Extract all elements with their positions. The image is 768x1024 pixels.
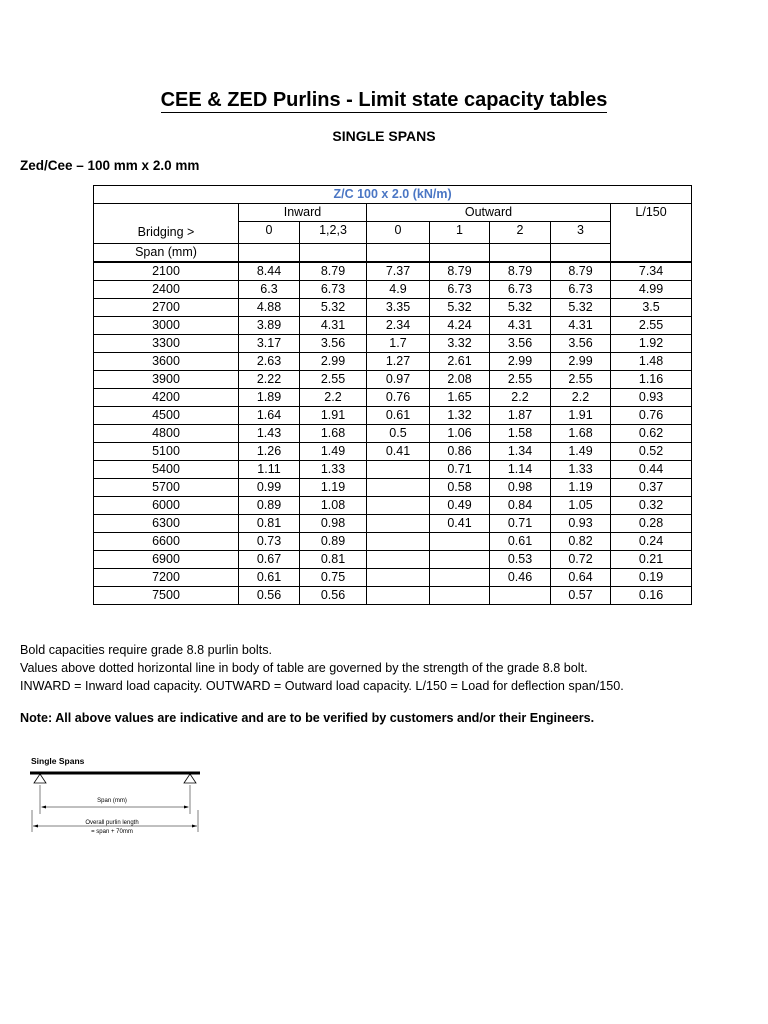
capacity-cell: 0.53 xyxy=(490,551,551,569)
capacity-cell: 1.87 xyxy=(490,407,551,425)
capacity-cell: 0.32 xyxy=(611,497,692,515)
table-row xyxy=(94,407,692,425)
outward-col-2: 2 xyxy=(490,222,551,244)
span-cell: 2100 xyxy=(94,262,239,281)
capacity-cell: 2.2 xyxy=(300,389,367,407)
capacity-cell: 4.31 xyxy=(490,317,551,335)
capacity-cell: 1.7 xyxy=(367,335,430,353)
capacity-cell: 6.73 xyxy=(430,281,490,299)
capacity-cell: 8.79 xyxy=(551,262,611,281)
capacity-cell: 3.32 xyxy=(430,335,490,353)
span-cell: 5100 xyxy=(94,443,239,461)
capacity-cell: 1.49 xyxy=(300,443,367,461)
capacity-cell: 0.44 xyxy=(611,461,692,479)
left-support-icon xyxy=(34,774,46,783)
capacity-cell: 2.2 xyxy=(490,389,551,407)
capacity-cell: 3.89 xyxy=(239,317,300,335)
capacity-cell: 2.55 xyxy=(300,371,367,389)
capacity-cell xyxy=(430,587,490,605)
capacity-cell xyxy=(367,551,430,569)
capacity-cell: 0.56 xyxy=(300,587,367,605)
table-row xyxy=(94,533,692,551)
capacity-cell: 8.79 xyxy=(490,262,551,281)
capacity-cell: 0.58 xyxy=(430,479,490,497)
capacity-cell: 1.19 xyxy=(551,479,611,497)
right-support-icon xyxy=(184,774,196,783)
span-cell: 6300 xyxy=(94,515,239,533)
capacity-cell: 2.63 xyxy=(239,353,300,371)
capacity-cell: 0.89 xyxy=(239,497,300,515)
capacity-cell: 0.97 xyxy=(367,371,430,389)
capacity-cell: 0.75 xyxy=(300,569,367,587)
capacity-table xyxy=(93,185,692,605)
capacity-cell: 0.71 xyxy=(430,461,490,479)
capacity-cell: 5.32 xyxy=(551,299,611,317)
table-row xyxy=(94,569,692,587)
outward-col-3: 3 xyxy=(551,222,611,244)
span-cell: 3000 xyxy=(94,317,239,335)
capacity-cell: 0.57 xyxy=(551,587,611,605)
capacity-cell: 0.84 xyxy=(490,497,551,515)
span-cell: 2700 xyxy=(94,299,239,317)
capacity-cell: 2.55 xyxy=(611,317,692,335)
capacity-cell: 2.08 xyxy=(430,371,490,389)
capacity-cell: 7.37 xyxy=(367,262,430,281)
capacity-cell: 4.31 xyxy=(300,317,367,335)
inward-header: Inward xyxy=(239,204,367,222)
capacity-cell: 0.37 xyxy=(611,479,692,497)
span-dimension-label: Span (mm) xyxy=(97,798,127,804)
capacity-cell: 1.49 xyxy=(551,443,611,461)
span-cell: 3300 xyxy=(94,335,239,353)
capacity-cell: 0.86 xyxy=(430,443,490,461)
span-cell: 6600 xyxy=(94,533,239,551)
capacity-cell: 0.72 xyxy=(551,551,611,569)
capacity-cell: 0.76 xyxy=(367,389,430,407)
capacity-cell: 1.64 xyxy=(239,407,300,425)
capacity-cell: 1.91 xyxy=(551,407,611,425)
capacity-cell xyxy=(367,569,430,587)
capacity-cell: 3.56 xyxy=(551,335,611,353)
capacity-cell: 3.17 xyxy=(239,335,300,353)
capacity-cell: 2.99 xyxy=(551,353,611,371)
capacity-cell: 5.32 xyxy=(300,299,367,317)
table-row xyxy=(94,425,692,443)
capacity-cell: 1.11 xyxy=(239,461,300,479)
page-title: CEE & ZED Purlins - Limit state capacity tables xyxy=(160,89,608,111)
deflection-header: L/150 xyxy=(611,204,692,263)
capacity-cell: 2.55 xyxy=(551,371,611,389)
capacity-cell: 3.56 xyxy=(490,335,551,353)
table-row xyxy=(94,479,692,497)
note-line: Values above dotted horizontal line in body of table are governed by the strength of the grade 8.8 bolt. xyxy=(20,661,588,675)
capacity-cell: 0.19 xyxy=(611,569,692,587)
capacity-cell: 2.99 xyxy=(300,353,367,371)
capacity-cell: 0.28 xyxy=(611,515,692,533)
page-subtitle: SINGLE SPANS xyxy=(332,128,436,144)
capacity-cell: 0.76 xyxy=(611,407,692,425)
capacity-cell: 7.34 xyxy=(611,262,692,281)
capacity-cell: 0.81 xyxy=(239,515,300,533)
outward-header: Outward xyxy=(367,204,611,222)
capacity-cell xyxy=(430,551,490,569)
capacity-cell: 6.3 xyxy=(239,281,300,299)
table-row xyxy=(94,317,692,335)
table-row xyxy=(94,587,692,605)
capacity-cell: 3.56 xyxy=(300,335,367,353)
capacity-cell: 0.16 xyxy=(611,587,692,605)
capacity-cell: 2.99 xyxy=(490,353,551,371)
capacity-cell: 0.46 xyxy=(490,569,551,587)
table-row xyxy=(94,335,692,353)
capacity-cell: 0.62 xyxy=(611,425,692,443)
capacity-cell: 2.61 xyxy=(430,353,490,371)
diagram-heading: Single Spans xyxy=(31,756,85,766)
capacity-cell: 1.16 xyxy=(611,371,692,389)
single-span-diagram xyxy=(28,752,218,842)
capacity-cell: 1.26 xyxy=(239,443,300,461)
capacity-cell xyxy=(490,587,551,605)
table-row xyxy=(94,262,692,281)
capacity-cell xyxy=(430,533,490,551)
capacity-cell: 1.48 xyxy=(611,353,692,371)
capacity-cell: 2.22 xyxy=(239,371,300,389)
capacity-cell: 0.81 xyxy=(300,551,367,569)
span-cell: 2400 xyxy=(94,281,239,299)
capacity-cell: 4.99 xyxy=(611,281,692,299)
capacity-cell: 5.32 xyxy=(490,299,551,317)
capacity-cell: 1.06 xyxy=(430,425,490,443)
capacity-cell: 2.55 xyxy=(490,371,551,389)
capacity-cell: 0.52 xyxy=(611,443,692,461)
table-row xyxy=(94,515,692,533)
capacity-cell: 4.31 xyxy=(551,317,611,335)
capacity-cell: 1.32 xyxy=(430,407,490,425)
capacity-cell: 1.27 xyxy=(367,353,430,371)
capacity-cell: 0.61 xyxy=(367,407,430,425)
capacity-cell: 4.24 xyxy=(430,317,490,335)
capacity-cell xyxy=(367,479,430,497)
capacity-cell: 0.61 xyxy=(490,533,551,551)
capacity-cell: 1.58 xyxy=(490,425,551,443)
capacity-cell: 1.34 xyxy=(490,443,551,461)
capacity-cell: 0.98 xyxy=(490,479,551,497)
note-line: Bold capacities require grade 8.8 purlin bolts. xyxy=(20,643,273,657)
capacity-cell: 1.05 xyxy=(551,497,611,515)
table-row xyxy=(94,551,692,569)
capacity-cell: 3.5 xyxy=(611,299,692,317)
table-row xyxy=(94,281,692,299)
span-label: Span (mm) xyxy=(94,244,239,263)
table-row xyxy=(94,497,692,515)
capacity-cell: 6.73 xyxy=(300,281,367,299)
capacity-cell: 0.67 xyxy=(239,551,300,569)
capacity-cell: 1.33 xyxy=(300,461,367,479)
capacity-cell: 0.41 xyxy=(367,443,430,461)
capacity-cell: 0.61 xyxy=(239,569,300,587)
capacity-cell: 8.79 xyxy=(300,262,367,281)
capacity-cell: 0.49 xyxy=(430,497,490,515)
capacity-cell: 0.71 xyxy=(490,515,551,533)
capacity-cell: 1.08 xyxy=(300,497,367,515)
capacity-cell: 0.21 xyxy=(611,551,692,569)
span-cell: 7200 xyxy=(94,569,239,587)
inward-col-0: 0 xyxy=(239,222,300,244)
table-row xyxy=(94,299,692,317)
overall-length-formula: = span + 70mm xyxy=(91,829,133,835)
capacity-cell: 0.5 xyxy=(367,425,430,443)
disclaimer-note: Note: All above values are indicative and are to be verified by customers and/or their Engineers. xyxy=(20,711,595,725)
capacity-cell: 0.93 xyxy=(611,389,692,407)
overall-length-label: Overall purlin length xyxy=(85,820,139,826)
span-cell: 4800 xyxy=(94,425,239,443)
capacity-cell: 0.41 xyxy=(430,515,490,533)
capacity-cell: 1.33 xyxy=(551,461,611,479)
span-cell: 5400 xyxy=(94,461,239,479)
span-cell: 6000 xyxy=(94,497,239,515)
capacity-cell xyxy=(367,461,430,479)
table-row xyxy=(94,443,692,461)
capacity-cell: 1.92 xyxy=(611,335,692,353)
capacity-cell xyxy=(430,569,490,587)
capacity-cell xyxy=(367,533,430,551)
capacity-cell: 5.32 xyxy=(430,299,490,317)
span-cell: 4500 xyxy=(94,407,239,425)
capacity-cell: 6.73 xyxy=(490,281,551,299)
span-cell: 6900 xyxy=(94,551,239,569)
notes xyxy=(20,641,624,695)
outward-col-1: 1 xyxy=(430,222,490,244)
bridging-label: Bridging > xyxy=(137,225,195,239)
capacity-cell: 0.73 xyxy=(239,533,300,551)
capacity-cell: 8.44 xyxy=(239,262,300,281)
capacity-cell: 0.24 xyxy=(611,533,692,551)
capacity-cell xyxy=(367,497,430,515)
table-caption: Z/C 100 x 2.0 (kN/m) xyxy=(94,186,692,204)
capacity-cell: 0.82 xyxy=(551,533,611,551)
capacity-cell: 0.56 xyxy=(239,587,300,605)
span-cell: 3600 xyxy=(94,353,239,371)
table-row xyxy=(94,353,692,371)
span-cell: 4200 xyxy=(94,389,239,407)
note-line: INWARD = Inward load capacity. OUTWARD = Outward load capacity. L/150 = Load for deflection span/150. xyxy=(20,679,624,693)
capacity-cell: 1.14 xyxy=(490,461,551,479)
capacity-cell: 0.98 xyxy=(300,515,367,533)
span-cell: 5700 xyxy=(94,479,239,497)
table-row xyxy=(94,389,692,407)
capacity-cell: 0.99 xyxy=(239,479,300,497)
capacity-cell: 4.9 xyxy=(367,281,430,299)
capacity-cell: 0.89 xyxy=(300,533,367,551)
section-label: Zed/Cee – 100 mm x 2.0 mm xyxy=(20,158,200,173)
capacity-cell: 1.19 xyxy=(300,479,367,497)
outward-col-0: 0 xyxy=(367,222,430,244)
bridging-span-header xyxy=(94,204,239,244)
capacity-cell: 1.91 xyxy=(300,407,367,425)
table-row xyxy=(94,371,692,389)
capacity-cell xyxy=(367,515,430,533)
capacity-cell: 1.89 xyxy=(239,389,300,407)
capacity-cell: 8.79 xyxy=(430,262,490,281)
inward-col-1: 1,2,3 xyxy=(300,222,367,244)
capacity-cell: 2.2 xyxy=(551,389,611,407)
table-row xyxy=(94,461,692,479)
capacity-cell: 1.68 xyxy=(300,425,367,443)
span-cell: 7500 xyxy=(94,587,239,605)
capacity-cell: 1.65 xyxy=(430,389,490,407)
capacity-cell: 1.68 xyxy=(551,425,611,443)
capacity-cell: 4.88 xyxy=(239,299,300,317)
capacity-cell: 3.35 xyxy=(367,299,430,317)
capacity-cell: 2.34 xyxy=(367,317,430,335)
capacity-cell: 0.64 xyxy=(551,569,611,587)
capacity-cell xyxy=(367,587,430,605)
capacity-cell: 1.43 xyxy=(239,425,300,443)
capacity-cell: 0.93 xyxy=(551,515,611,533)
span-cell: 3900 xyxy=(94,371,239,389)
capacity-cell: 6.73 xyxy=(551,281,611,299)
